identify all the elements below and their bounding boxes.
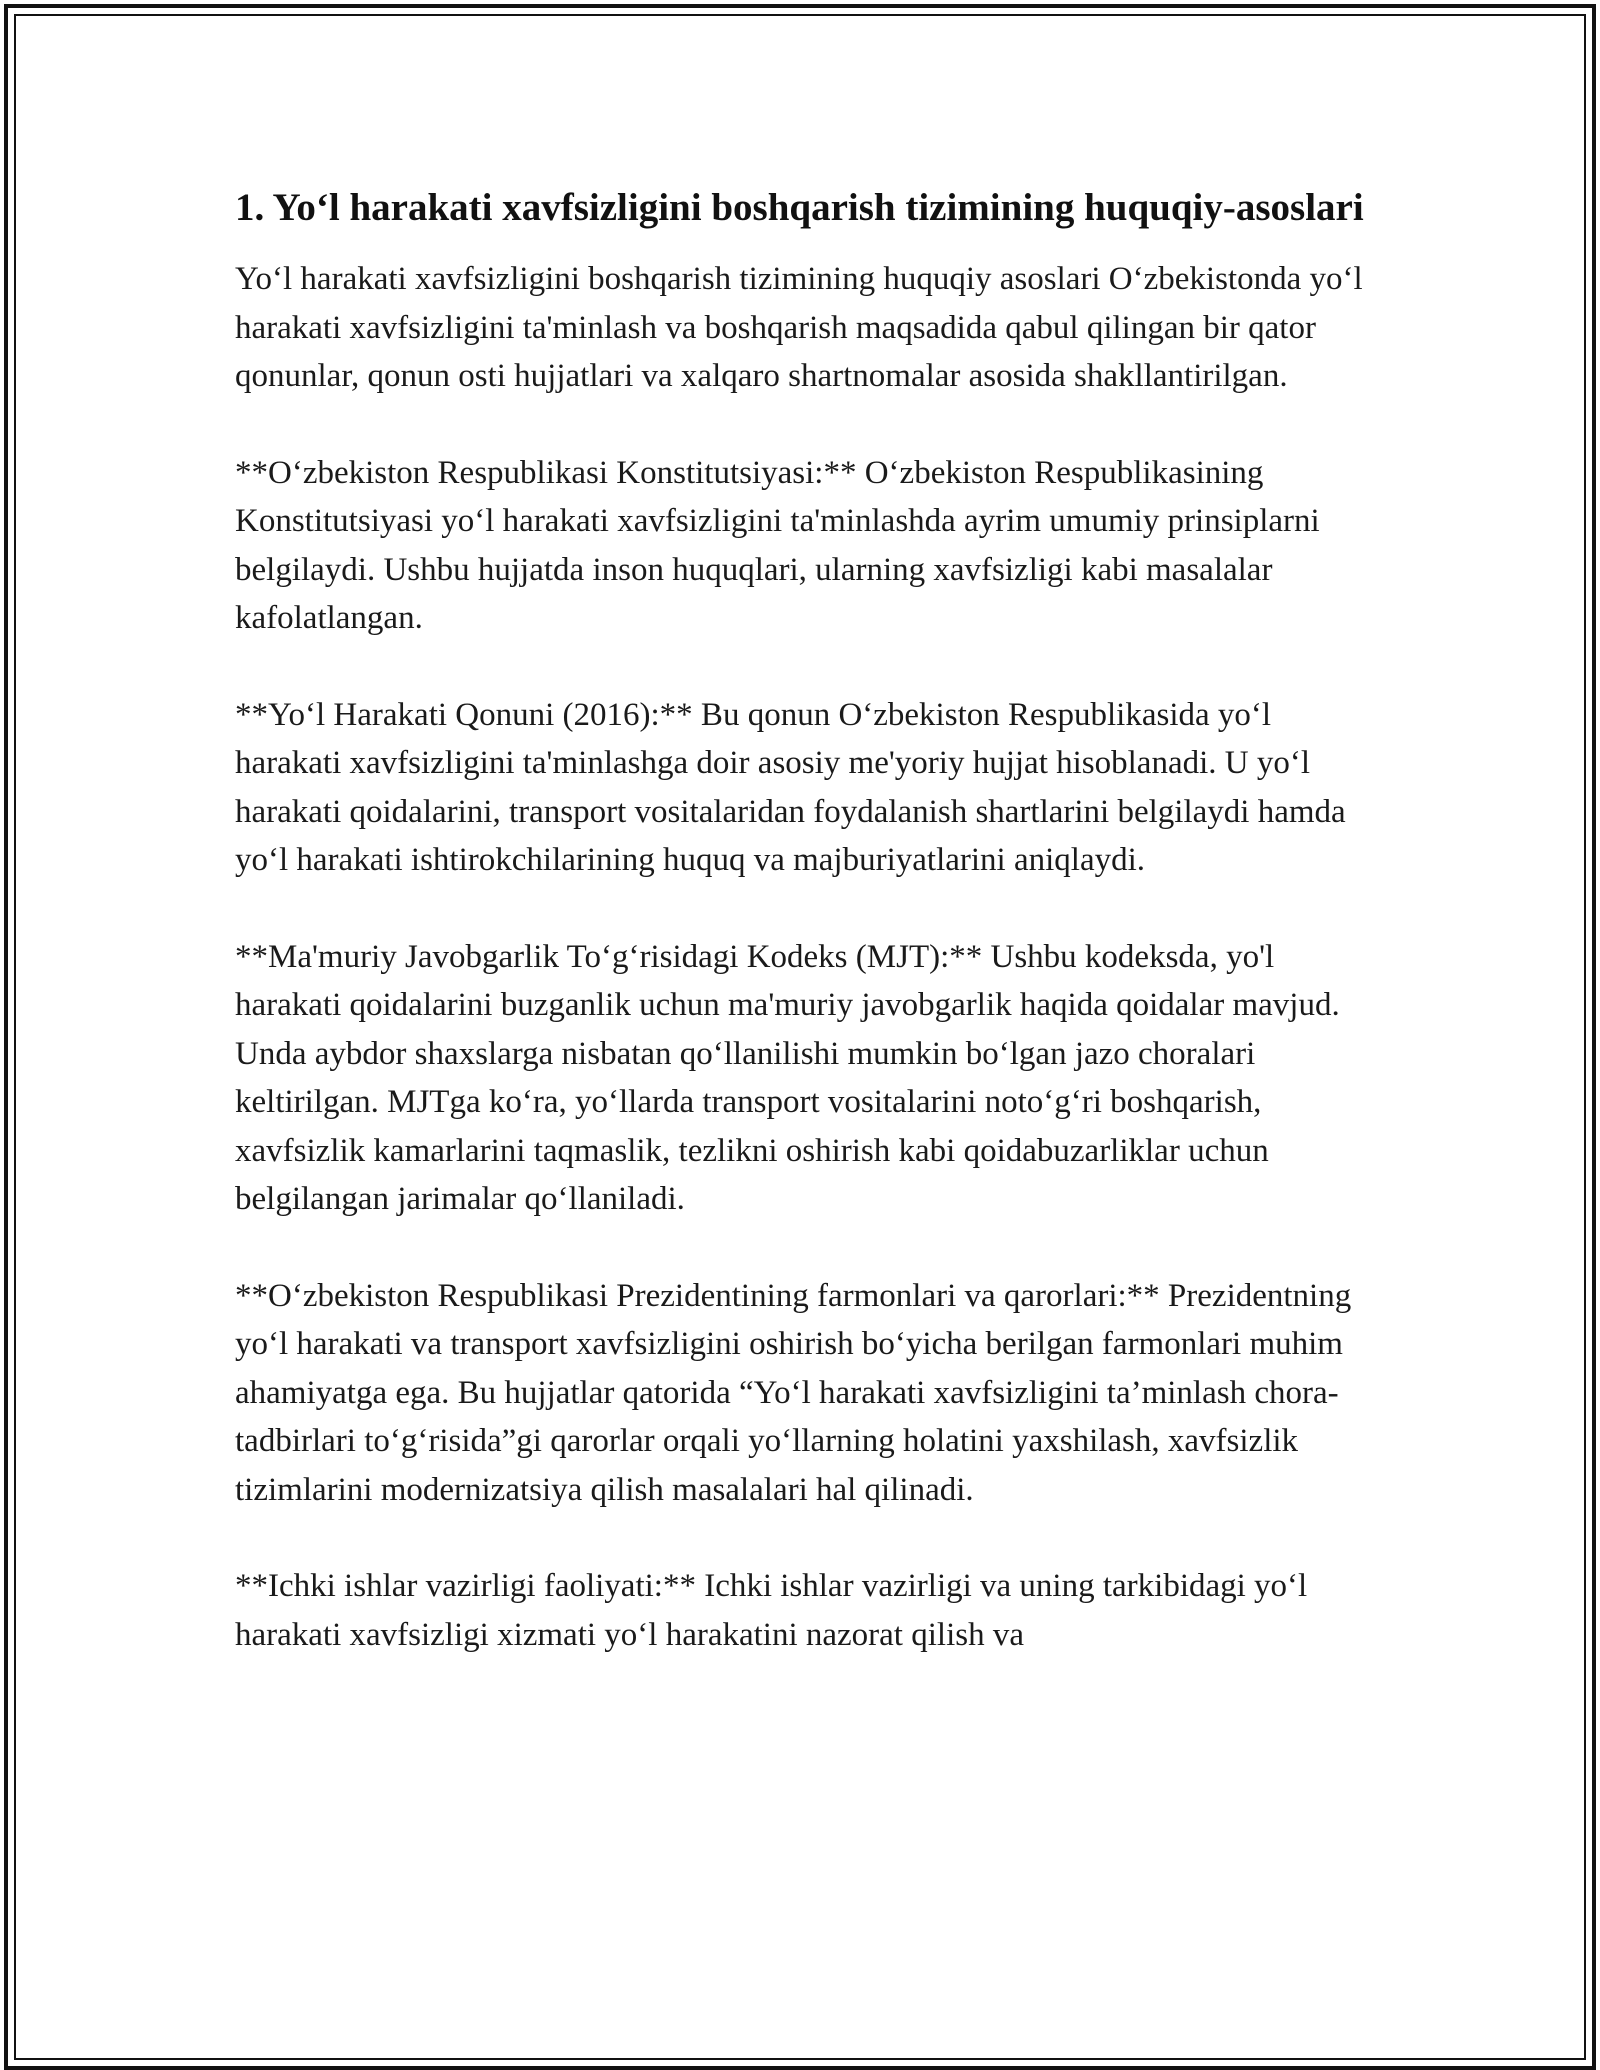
paragraph-intro: Yo‘l harakati xavfsizligini boshqarish tizimining huquqiy asoslari O‘zbekistonda yo‘l harakati xavfsizligini ta'minlash va boshqarish maqsadida qabul qilingan bir qator qonunlar, qonun osti hujjatlari va xalqaro shartnomalar asosida shakllantirilgan. <box>235 261 1363 394</box>
paragraph-presidential-decrees: **O‘zbekiston Respublikasi Prezidentining farmonlari va qarorlari:** Prezidentning yo‘l harakati va transport xavfsizligini oshirish bo‘yicha berilgan farmonlari muhim ahamiyatga ega. Bu hujjatlar qatorida “Yo‘l harakati xavfsizligini ta’minlash chora-tadbirlari to‘g‘risida”gi qarorlar orqali yo‘llarning holatini yaxshilash, xavfsizlik tizimlarini modernizatsiya qilish masalalari hal qilinadi. <box>235 1277 1352 1508</box>
paragraph-interior-ministry: **Ichki ishlar vazirligi faoliyati:** Ichki ishlar vazirligi va uning tarkibidagi yo‘l harakati xavfsizligi xizmati yo‘l harakatini nazorat qilish va <box>235 1568 1308 1653</box>
paragraph-traffic-law: **Yo‘l Harakati Qonuni (2016):** Bu qonun O‘zbekiston Respublikasida yo‘l harakati xavfsizligini ta'minlashga doir asosiy me'yoriy hujjat hisoblanadi. U yo‘l harakati qoidalarini, transport vositalaridan foydalanish shartlarini belgilaydi hamda yo‘l harakati ishtirokchilarining huquq va majburiyatlarini aniqlaydi. <box>235 696 1346 878</box>
paragraph-constitution: **O‘zbekiston Respublikasi Konstitutsiyasi:** O‘zbekiston Respublikasining Konstitutsiyasi yo‘l harakati xavfsizligini ta'minlashda ayrim umumiy prinsiplarni belgilaydi. Ushbu hujjatda inson huquqlari, ularning xavfsizligi kabi masalalar kafolatlangan. <box>235 454 1320 636</box>
document-title: 1. Yo‘l harakati xavfsizligini boshqarish tizimining huquqiy-asoslari <box>235 186 1364 229</box>
document-body <box>235 180 1365 1707</box>
paragraph-administrative-code: **Ma'muriy Javobgarlik To‘g‘risidagi Kodeks (MJT):** Ushbu kodeksda, yo'l harakati qoidalarini buzganlik uchun ma'muriy javobgarlik haqida qoidalar mavjud. Unda aybdor shaxslarga nisbatan qo‘llanilishi mumkin bo‘lgan jazo choralari keltirilgan. MJTga ko‘ra, yo‘llarda transport vositalarini noto‘g‘ri boshqarish, xavfsizlik kamarlarini taqmaslik, tezlikni oshirish kabi qoidabuzarliklar uchun belgilangan jarimalar qo‘llaniladi. <box>235 938 1340 1217</box>
